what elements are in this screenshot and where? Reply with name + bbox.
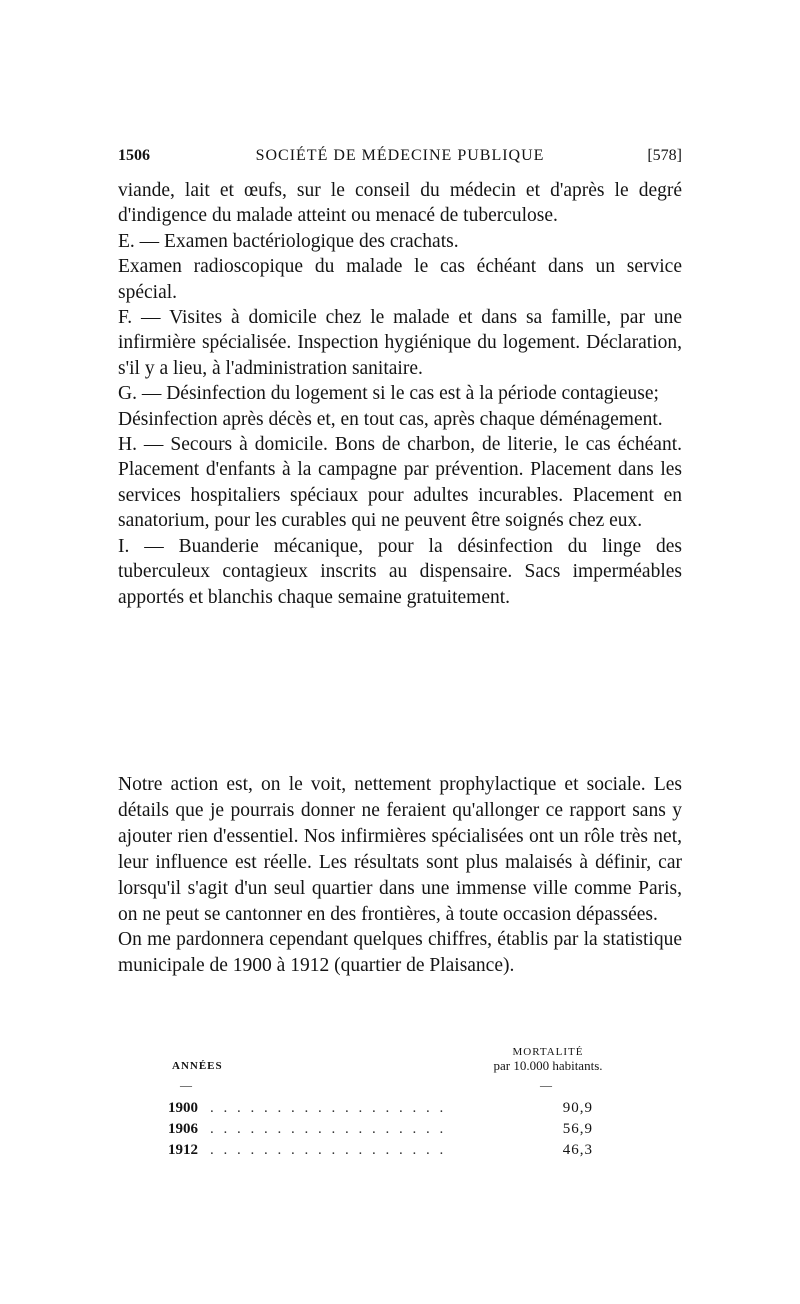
running-title: SOCIÉTÉ DE MÉDECINE PUBLIQUE xyxy=(255,147,545,164)
row-year: 1900 xyxy=(168,1100,198,1116)
leader-dots: . . . . . . . . . . . . . . . . . . xyxy=(210,1142,447,1158)
table-row xyxy=(168,1121,608,1141)
row-year: 1912 xyxy=(168,1142,198,1158)
running-header xyxy=(118,147,682,171)
paragraph: viande, lait et œufs, sur le conseil du médecin et d'après le degré d'indigence du malade atteint ou menacé de tuberculose. xyxy=(118,180,682,227)
paragraph: E. — Examen bactériologique des crachats. xyxy=(118,230,459,252)
row-value: 56,9 xyxy=(562,1121,593,1137)
paragraph: G. — Désinfection du logement si le cas est à la période contagieuse; xyxy=(118,383,659,405)
column-header-years: ANNÉES xyxy=(172,1060,223,1072)
column-header-mortality xyxy=(488,1046,608,1072)
mortality-header-sub: par 10.000 habitants. xyxy=(493,1058,603,1073)
paragraph: F. — Visites à domicile chez le malade et dans sa famille, par une infirmière spécialisée. Inspection hygiénique du logement. Déclaration, s'il y a lieu, à l'administration sanitaire. xyxy=(118,307,682,379)
leader-dots: . . . . . . . . . . . . . . . . . . xyxy=(210,1121,447,1137)
discussion-section xyxy=(118,772,682,979)
paragraph: Examen radioscopique du malade le cas échéant dans un service spécial. xyxy=(118,256,682,303)
table-row xyxy=(168,1100,608,1120)
paragraph: I. — Buanderie mécanique, pour la désinfection du linge des tuberculeux contagieux inscrits au dispensaire. Sacs imperméables apportés et blanchis chaque semaine gratuitement. xyxy=(118,535,682,608)
page-reference: [578] xyxy=(647,147,682,164)
leader-dots: . . . . . . . . . . . . . . . . . . xyxy=(210,1100,447,1116)
mortality-header-label: MORTALITÉ xyxy=(512,1046,584,1058)
paragraph: H. — Secours à domicile. Bons de charbon, de literie, le cas échéant. Placement d'enfants à la campagne par prévention. Placement dans les services hospitaliers spéciaux pour adultes incurables. Placement en sanatorium, pour les curables qui ne peuvent être soignés chez eux. xyxy=(118,434,682,532)
row-year: 1906 xyxy=(168,1121,198,1137)
table-row xyxy=(168,1142,608,1162)
row-value: 46,3 xyxy=(562,1142,593,1158)
header-dash: — xyxy=(540,1078,552,1092)
paragraph: Désinfection après décès et, en tout cas, après chaque déménagement. xyxy=(118,408,663,430)
row-value: 90,9 xyxy=(562,1100,593,1116)
paragraph: Notre action est, on le voit, nettement prophylactique et sociale. Les détails que je pourrais donner ne feraient qu'allonger ce rapport sans y ajouter rien d'essentiel. Nos infirmières spécialisées ont un rôle très net, leur influence est réelle. Les résultats sont plus malaisés à définir, car lorsqu'il s'agit d'un seul quartier dans une immense ville comme Paris, on ne peut se cantonner en des frontières, à toute occasion dépassées. xyxy=(118,774,682,925)
list-section xyxy=(118,178,682,610)
paragraph: On me pardonnera cependant quelques chiffres, établis par la statistique municipale de 1900 à 1912 (quartier de Plaisance). xyxy=(118,929,682,977)
header-dash: — xyxy=(180,1078,192,1092)
page-number: 1506 xyxy=(118,147,150,164)
